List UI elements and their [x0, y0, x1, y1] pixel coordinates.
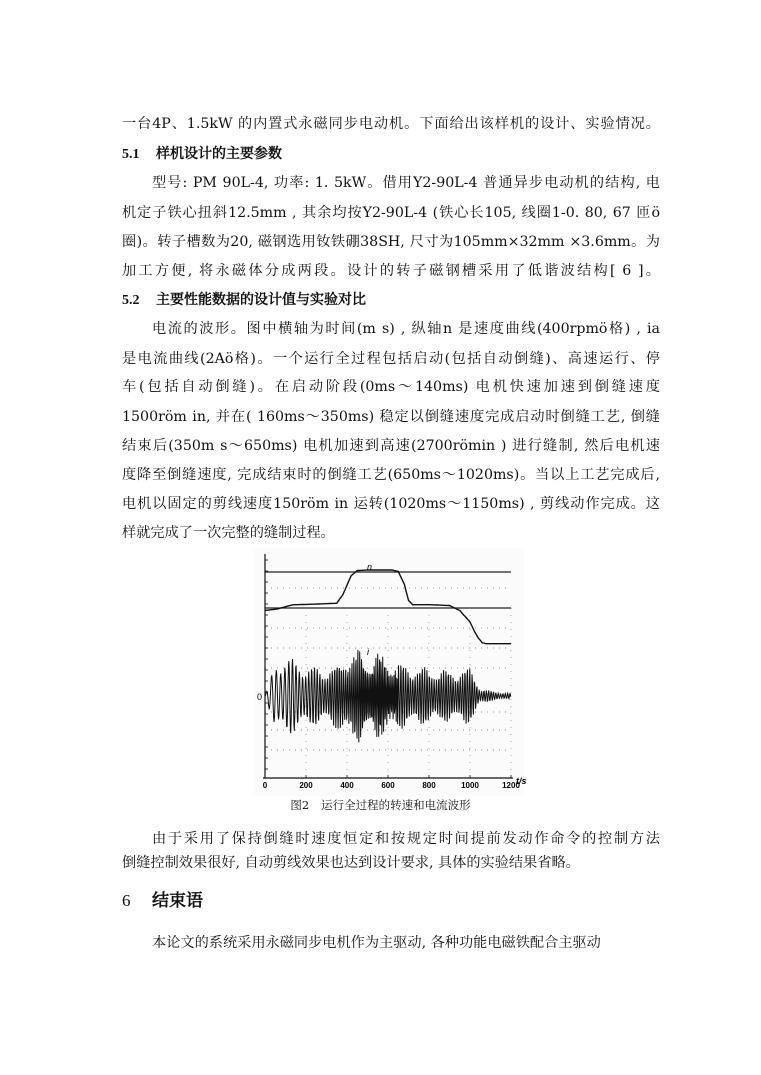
zero-level-label: 0	[257, 692, 263, 702]
paragraph-line: 加工方便, 将永磁体分成两段。设计的转子磁钢槽采用了低谐波结构[ 6 ]。	[122, 263, 660, 279]
paragraph-line: 是电流曲线(2Aö格)。一个运行全过程包括启动(包括自动倒缝)、高速运行、停	[122, 351, 660, 367]
waveform-chart	[254, 548, 527, 796]
x-tick-label: 600	[381, 781, 395, 790]
section-heading-6	[122, 889, 203, 913]
x-tick-label: 400	[340, 781, 354, 790]
x-tick-label: 0	[262, 781, 268, 790]
x-tick-label: 1200	[502, 781, 520, 790]
paragraph-line: 一台4P、1.5kW 的内置式永磁同步电动机。下面给出该样机的设计、实验情况。	[122, 116, 660, 132]
figure-caption-text: 运行全过程的转速和电流波形	[321, 798, 471, 812]
paragraph-line: 倒缝控制效果很好, 自动剪线效果也达到设计要求, 具体的实验结果省略。	[122, 855, 580, 871]
paragraph-line: 样就完成了一次完整的缝制过程。	[122, 525, 335, 541]
paragraph-line: 电机以固定的剪线速度150röm in 运转(1020ms～1150ms) , 剪线动作完成。这	[122, 496, 660, 512]
x-tick-label: 200	[299, 781, 313, 790]
figure-caption	[0, 797, 761, 813]
section-title: 样机设计的主要参数	[156, 146, 282, 162]
x-tick-label: 800	[422, 781, 436, 790]
section-heading-5-2	[122, 290, 366, 311]
section-number: 6	[122, 891, 131, 910]
paragraph-line: 度降至倒缝速度, 完成结束时的倒缝工艺(650ms～1020ms)。当以上工艺完成后,	[122, 467, 660, 483]
paragraph-line: 圈)。转子槽数为20, 磁钢选用钕铁硼38SH, 尺寸为105mm×32mm ×3.6mm。为	[122, 234, 660, 250]
section-number: 5.1	[122, 147, 140, 162]
paragraph-line: 机定子铁心扭斜12.5mm , 其余均按Y2-90L-4 (铁心长105, 线圈1-0. 80, 67 匝ö	[122, 205, 660, 221]
paragraph-line: 电流的波形。图中横轴为时间(m s) , 纵轴n 是速度曲线(400rpmö格) , ia	[152, 321, 660, 337]
waveform-figure	[254, 548, 527, 796]
paragraph-line: 型号: PM 90L-4, 功率: 1. 5kW。借用Y2-90L-4 普通异步电动机的结构, 电	[152, 175, 660, 191]
paragraph-line: 由于采用了保持倒缝时速度恒定和按规定时间提前发动作命令的控制方法	[152, 831, 660, 847]
paragraph-line: 车(包括自动倒缝)。在启动阶段(0ms～140ms) 电机快速加速到倒缝速度	[122, 379, 660, 395]
section-number: 5.2	[122, 293, 140, 308]
paragraph-line: 1500röm in, 并在( 160ms～350ms) 稳定以倒缝速度完成启动时倒缝工艺, 倒缝	[122, 409, 660, 425]
figure-background	[254, 548, 524, 796]
speed-curve-label: n	[367, 562, 373, 572]
paragraph-line: 本论文的系统采用永磁同步电机作为主驱动, 各种功能电磁铁配合主驱动	[152, 935, 601, 951]
section-title: 结束语	[152, 891, 203, 911]
section-heading-5-1	[122, 144, 282, 165]
paragraph-line: 结束后(350m s～650ms) 电机加速到高速(2700römin ) 进行缝制, 然后电机速	[122, 438, 660, 454]
x-tick-label: 1000	[461, 781, 479, 790]
x-axis-unit-label: t/s	[516, 776, 527, 786]
section-title: 主要性能数据的设计值与实验对比	[156, 292, 366, 308]
current-curve-label: i	[367, 647, 369, 657]
figure-number: 图2	[290, 798, 310, 812]
